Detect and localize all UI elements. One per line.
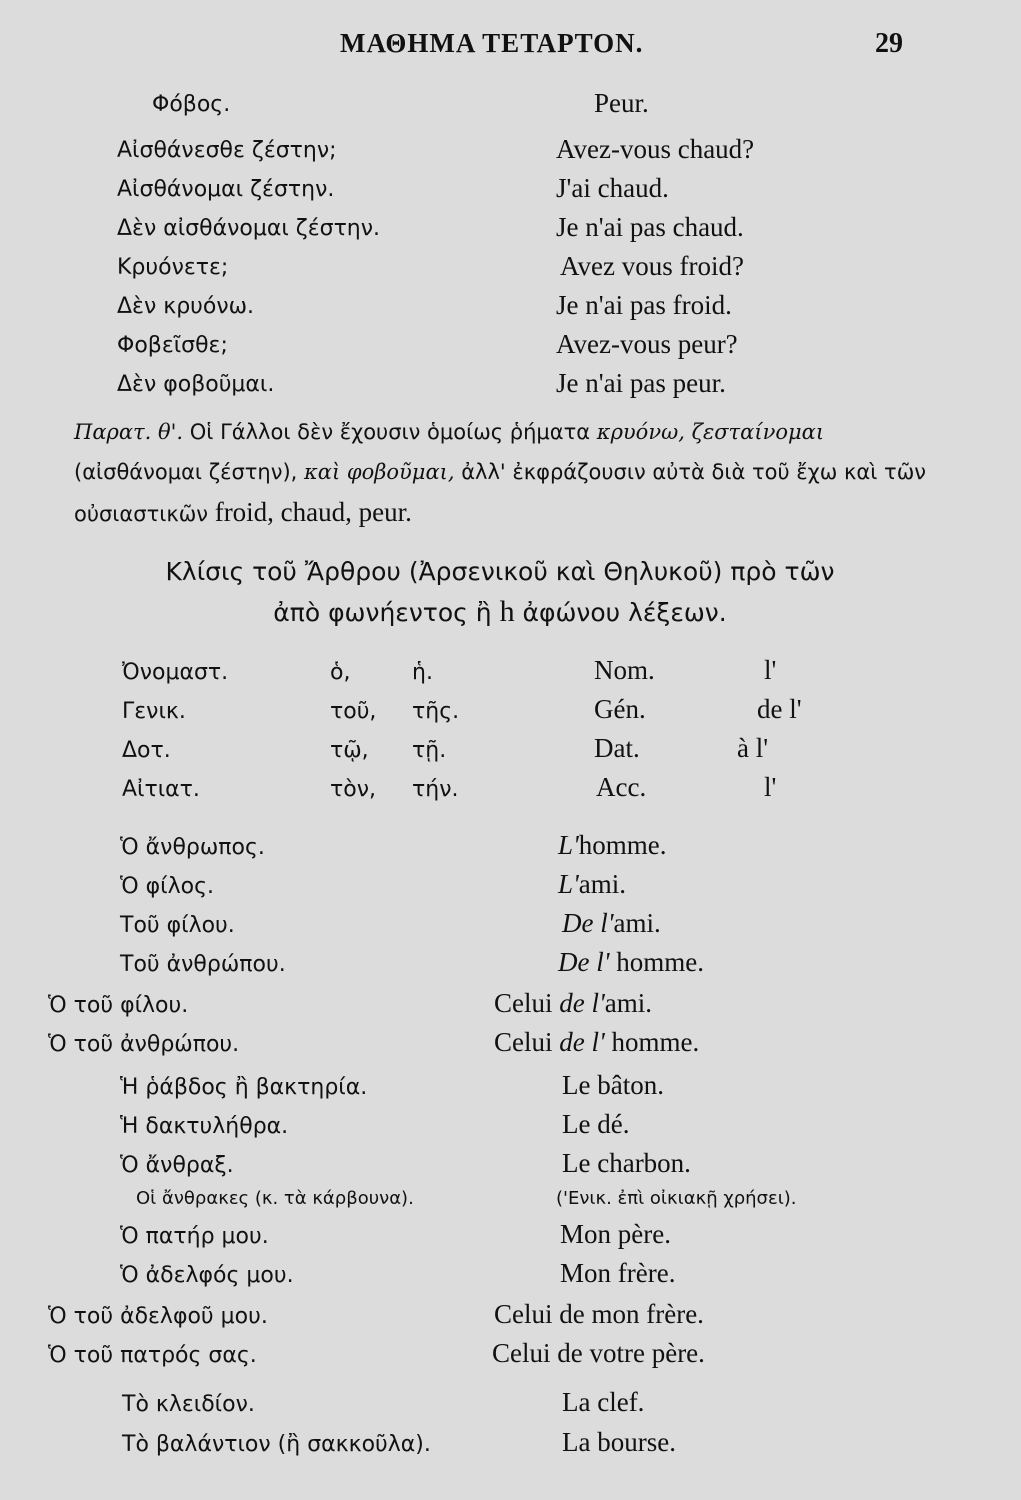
vocab-fr-0: Peur.	[594, 88, 649, 118]
example-fr-5: Celui de l' homme.	[494, 1027, 700, 1057]
example-fr-10: Mon père.	[560, 1219, 671, 1249]
example-gr-12: Ὁ τοῦ ἀδελφοῦ μου.	[48, 1304, 268, 1329]
note-text-3: ἀλλ' ἐκφράζουσιν αὐτὰ διὰ τοῦ ἔχω καὶ τῶν οὐσιαστικῶν	[74, 460, 927, 526]
vocab-gr-3: Δὲν αἰσθάνομαι ζέστην.	[117, 216, 381, 241]
decl-case-2: Δοτ.	[122, 738, 171, 763]
example-gr-11: Ὁ ἀδελφός μου.	[120, 1263, 294, 1288]
decl-m-3: τὸν,	[330, 777, 376, 802]
decl-f-0: ἡ.	[412, 660, 433, 685]
example-fr-15: La bourse.	[562, 1427, 676, 1457]
example-fr-14: La clef.	[562, 1387, 645, 1417]
section-title-line1: Κλίσις τοῦ Ἄρθρου (Ἀρσενικοῦ καὶ Θηλυκοῦ) πρὸ τῶν	[165, 557, 835, 586]
decl-f-2: τῇ.	[412, 738, 447, 763]
decl-f-1: τῆς.	[412, 699, 460, 724]
vocab-fr-6: Avez-vous peur?	[556, 329, 738, 359]
vocab-fr-1: Avez-vous chaud?	[556, 134, 755, 164]
example-gr-15: Τὸ βαλάντιον (ἢ σακκοῦλα).	[122, 1432, 431, 1457]
note-text-2: (αἰσθάνομαι ζέστην),	[74, 460, 298, 484]
vocab-fr-4: Avez vous froid?	[560, 251, 744, 281]
section-title-line2b: ἀφώνου λέξεων.	[522, 598, 727, 627]
grammar-note	[74, 412, 934, 534]
example-gr-4: Ὁ τοῦ φίλου.	[48, 993, 189, 1018]
example-fr-7: Le dé.	[562, 1109, 630, 1139]
example-fr-6: Le bâton.	[562, 1070, 664, 1100]
example-fr-11: Mon frère.	[560, 1258, 676, 1288]
decl-frart-0: l'	[764, 655, 777, 685]
example-fr-12: Celui de mon frère.	[494, 1299, 704, 1329]
example-fr-0: L'homme.	[558, 830, 667, 860]
vocab-gr-7: Δὲν φοβοῦμαι.	[117, 372, 275, 397]
page-number: 29	[875, 28, 903, 59]
vocab-gr-1: Αἰσθάνεσθε ζέστην;	[117, 138, 337, 163]
example-gr-8: Ὁ ἄνθραξ.	[120, 1153, 234, 1178]
decl-case-0: Ὀνομαστ.	[122, 660, 229, 685]
section-title-h: h	[499, 595, 515, 628]
example-gr-0: Ὁ ἄνθρωπος.	[120, 835, 265, 860]
example-fr-4: Celui de l'ami.	[494, 988, 653, 1018]
example-gr-7: Ἡ δακτυλήθρα.	[120, 1114, 289, 1139]
vocab-gr-2: Αἰσθάνομαι ζέστην.	[117, 177, 335, 202]
section-title	[50, 552, 950, 633]
decl-f-3: τήν.	[412, 777, 459, 802]
decl-frart-2: à l'	[737, 733, 769, 763]
decl-m-1: τοῦ,	[330, 699, 377, 724]
note-italic-1: κρυόνω, ζεσταίνομαι	[596, 420, 825, 444]
example-fr-9: ('Ενικ. ἐπὶ οἰκιακῇ χρήσει).	[556, 1188, 797, 1209]
example-gr-2: Τοῦ φίλου.	[120, 913, 235, 938]
vocab-fr-7: Je n'ai pas peur.	[556, 368, 726, 398]
example-gr-5: Ὁ τοῦ ἀνθρώπου.	[48, 1032, 240, 1057]
decl-m-2: τῷ,	[330, 738, 369, 763]
running-head: ΜΑΘΗΜΑ ΤΕΤΑΡΤΟΝ.	[340, 28, 644, 58]
decl-case-1: Γενικ.	[122, 699, 186, 724]
example-fr-13: Celui de votre père.	[492, 1338, 705, 1368]
vocab-gr-0: Φόβος.	[152, 92, 231, 117]
example-gr-13: Ὁ τοῦ πατρός σας.	[48, 1343, 257, 1368]
section-title-line2a: ἀπὸ φωνήεντος ἢ	[273, 598, 492, 627]
example-gr-3: Τοῦ ἀνθρώπου.	[120, 952, 286, 977]
decl-case-3: Αἰτιατ.	[122, 777, 200, 802]
example-fr-1: L'ami.	[558, 869, 627, 899]
decl-frcase-2: Dat.	[594, 733, 640, 763]
vocab-gr-6: Φοβεῖσθε;	[117, 333, 228, 358]
example-gr-10: Ὁ πατήρ μου.	[120, 1224, 269, 1249]
note-french-words: froid, chaud, peur.	[214, 497, 412, 527]
note-text-1: Οἱ Γάλλοι δὲν ἔχουσιν ὁμοίως ῥήματα	[189, 420, 591, 444]
decl-frart-3: l'	[764, 772, 777, 802]
note-italic-2: καὶ φοβοῦμαι,	[304, 460, 455, 484]
note-label: Παρατ. θ'.	[74, 420, 184, 444]
decl-frcase-3: Acc.	[596, 772, 647, 802]
decl-frcase-1: Gén.	[594, 694, 646, 724]
vocab-gr-4: Κρυόνετε;	[117, 255, 229, 280]
example-gr-1: Ὁ φίλος.	[120, 874, 214, 899]
decl-m-0: ὁ,	[330, 660, 351, 685]
vocab-fr-2: J'ai chaud.	[556, 173, 669, 203]
example-gr-6: Ἡ ῥάβδος ἢ βακτηρία.	[120, 1075, 368, 1100]
example-fr-3: De l' homme.	[558, 947, 705, 977]
vocab-gr-5: Δὲν κρυόνω.	[117, 294, 255, 319]
example-fr-2: De l'ami.	[562, 908, 661, 938]
decl-frart-1: de l'	[757, 694, 802, 724]
example-gr-14: Τὸ κλειδίον.	[122, 1392, 255, 1417]
decl-frcase-0: Nom.	[594, 655, 655, 685]
example-gr-9: Οἱ ἄνθρακες (κ. τὰ κάρβουνα).	[136, 1188, 414, 1209]
example-fr-8: Le charbon.	[562, 1148, 691, 1178]
vocab-fr-3: Je n'ai pas chaud.	[556, 212, 744, 242]
vocab-fr-5: Je n'ai pas froid.	[556, 290, 732, 320]
